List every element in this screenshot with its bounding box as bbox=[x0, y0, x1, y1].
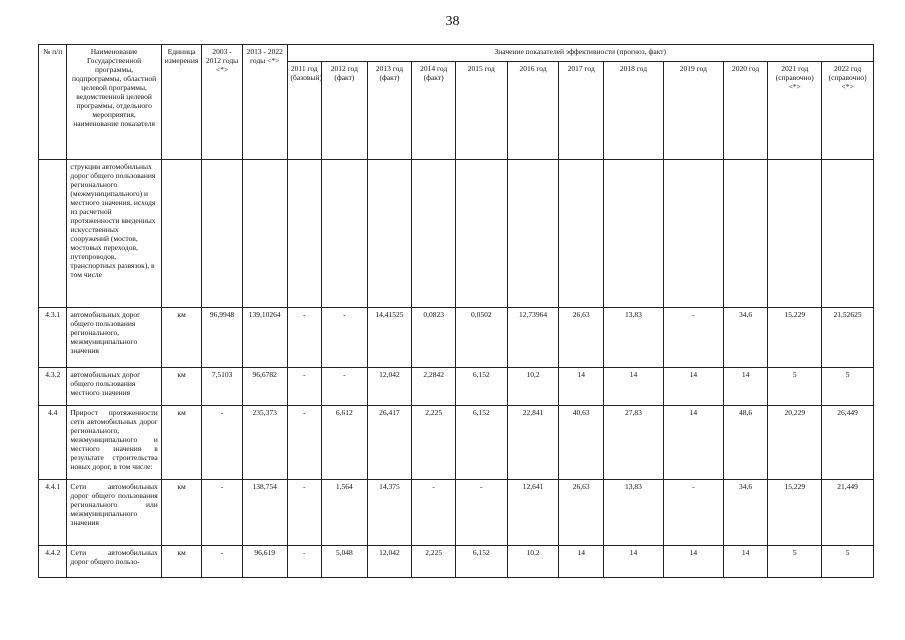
cell-value: 0,0502 bbox=[455, 308, 507, 368]
cell-2013: 138,754 bbox=[242, 480, 287, 546]
page-number: 38 bbox=[445, 14, 460, 29]
cell-value: 13,83 bbox=[604, 480, 664, 546]
cell-2003 bbox=[202, 160, 243, 308]
cell-2003: - bbox=[202, 406, 243, 480]
cell-value: 34,6 bbox=[723, 308, 768, 368]
indicators-table bbox=[38, 44, 874, 578]
header-year: 2015 год bbox=[455, 62, 507, 160]
cell-value: - bbox=[287, 480, 321, 546]
header-year: 2019 год bbox=[663, 62, 723, 160]
cell-value: - bbox=[455, 480, 507, 546]
cell-value: - bbox=[287, 406, 321, 480]
cell-name: автомобильных дорог общего пользования регионального, межмуниципального значения bbox=[67, 308, 161, 368]
header-name: Наименование Государственной программы, подпрограммы, областной целевой программы, ведомственной целевой программы, отдельного мероприятия, наименование показателя bbox=[67, 45, 161, 160]
header-year: 2016 год bbox=[507, 62, 559, 160]
cell-value bbox=[723, 160, 768, 308]
cell-value: 12,042 bbox=[367, 546, 412, 578]
table-row bbox=[39, 368, 874, 406]
cell-value: - bbox=[663, 480, 723, 546]
cell-name: Сети автомобильных дорог общего пользо- bbox=[67, 546, 161, 578]
cell-value bbox=[322, 160, 368, 308]
cell-2003: - bbox=[202, 480, 243, 546]
cell-value: 6,152 bbox=[455, 368, 507, 406]
header-year: 2022 год (справочно) <*> bbox=[822, 62, 874, 160]
header-year: 2021 год (справочно) <*> bbox=[768, 62, 822, 160]
header-2003-2012: 2003 - 2012 годы <*> bbox=[202, 45, 243, 160]
cell-value: - bbox=[322, 368, 368, 406]
cell-value: 1,564 bbox=[322, 480, 368, 546]
cell-name: струкции автомобильных дорог общего пользования регионального (межмуниципального) и местного значения, исходя из расчетной протяженности введенных искусственных сооружений (мостов, мостовых переходов, путепроводов, транспортных развязок), в том числе bbox=[67, 160, 161, 308]
header-row-1 bbox=[39, 45, 874, 62]
cell-unit bbox=[161, 160, 202, 308]
cell-no: 4.4 bbox=[39, 406, 67, 480]
cell-2003: 96,9948 bbox=[202, 308, 243, 368]
cell-value: 48,6 bbox=[723, 406, 768, 480]
table-row bbox=[39, 546, 874, 578]
cell-value bbox=[287, 160, 321, 308]
cell-value: 5 bbox=[768, 546, 822, 578]
cell-unit: км bbox=[161, 368, 202, 406]
cell-value: 6,152 bbox=[455, 546, 507, 578]
cell-unit: км bbox=[161, 308, 202, 368]
cell-no: 4.3.2 bbox=[39, 368, 67, 406]
cell-value bbox=[412, 160, 456, 308]
cell-value: 15,229 bbox=[768, 480, 822, 546]
cell-value: 27,83 bbox=[604, 406, 664, 480]
cell-value: 14,375 bbox=[367, 480, 412, 546]
cell-value: 34,6 bbox=[723, 480, 768, 546]
cell-value: 12,73964 bbox=[507, 308, 559, 368]
header-2013-2022: 2013 - 2022 годы <*> bbox=[242, 45, 287, 160]
cell-value: 10,2 bbox=[507, 368, 559, 406]
cell-2013: 235,373 bbox=[242, 406, 287, 480]
cell-2003: 7,5103 bbox=[202, 368, 243, 406]
cell-value: 26,417 bbox=[367, 406, 412, 480]
header-year: 2014 год (факт) bbox=[412, 62, 456, 160]
cell-value bbox=[768, 160, 822, 308]
cell-value bbox=[559, 160, 604, 308]
cell-name: Прирост протяженности сети автомобильных дорог регионального, межмуниципального и местного значения в результате строительства новых дорог, в том числе: bbox=[67, 406, 161, 480]
cell-2013: 139,10264 bbox=[242, 308, 287, 368]
cell-value: 14 bbox=[559, 368, 604, 406]
cell-name: Сети автомобильных дорог общего пользования регионального или межмуниципального значения bbox=[67, 480, 161, 546]
cell-value: 12,042 bbox=[367, 368, 412, 406]
cell-value: 26,63 bbox=[559, 480, 604, 546]
table-row bbox=[39, 480, 874, 546]
cell-value: 26,63 bbox=[559, 308, 604, 368]
cell-value: 14 bbox=[604, 546, 664, 578]
cell-value: 14 bbox=[663, 368, 723, 406]
cell-value: - bbox=[412, 480, 456, 546]
table-row bbox=[39, 406, 874, 480]
cell-value: 21,449 bbox=[822, 480, 874, 546]
cell-no bbox=[39, 160, 67, 308]
cell-value: 14 bbox=[663, 546, 723, 578]
header-no: № п/п bbox=[39, 45, 67, 160]
cell-value: 21,52625 bbox=[822, 308, 874, 368]
cell-value bbox=[604, 160, 664, 308]
cell-value: 5,048 bbox=[322, 546, 368, 578]
header-year: 2013 год (факт) bbox=[367, 62, 412, 160]
cell-value bbox=[822, 160, 874, 308]
cell-value: - bbox=[663, 308, 723, 368]
cell-value bbox=[367, 160, 412, 308]
cell-value: 5 bbox=[822, 368, 874, 406]
cell-value bbox=[455, 160, 507, 308]
cell-value: 14 bbox=[723, 368, 768, 406]
cell-value: 14,41525 bbox=[367, 308, 412, 368]
cell-value: 26,449 bbox=[822, 406, 874, 480]
cell-value: 0,0823 bbox=[412, 308, 456, 368]
header-year: 2017 год bbox=[559, 62, 604, 160]
cell-2003: - bbox=[202, 546, 243, 578]
cell-value bbox=[663, 160, 723, 308]
cell-value: 14 bbox=[559, 546, 604, 578]
cell-value: 14 bbox=[663, 406, 723, 480]
cell-value: 5 bbox=[768, 368, 822, 406]
table-row bbox=[39, 308, 874, 368]
cell-2013: 96,619 bbox=[242, 546, 287, 578]
cell-value bbox=[507, 160, 559, 308]
cell-value: 10,2 bbox=[507, 546, 559, 578]
cell-2013: 96,6782 bbox=[242, 368, 287, 406]
cell-value: 2,225 bbox=[412, 546, 456, 578]
cell-value: 5 bbox=[822, 546, 874, 578]
cell-value: 40,63 bbox=[559, 406, 604, 480]
cell-unit: км bbox=[161, 480, 202, 546]
header-year: 2011 год (базовый) bbox=[287, 62, 321, 160]
cell-unit: км bbox=[161, 546, 202, 578]
cell-value: - bbox=[287, 308, 321, 368]
table-row bbox=[39, 160, 874, 308]
cell-value: 14 bbox=[604, 368, 664, 406]
cell-value: - bbox=[287, 546, 321, 578]
cell-value: - bbox=[287, 368, 321, 406]
cell-value: 6,152 bbox=[455, 406, 507, 480]
cell-no: 4.4.2 bbox=[39, 546, 67, 578]
header-year: 2012 год (факт) bbox=[322, 62, 368, 160]
header-unit: Единица измерения bbox=[161, 45, 202, 160]
cell-value: 22,841 bbox=[507, 406, 559, 480]
cell-value: 20,229 bbox=[768, 406, 822, 480]
cell-value: 2,2842 bbox=[412, 368, 456, 406]
cell-2013 bbox=[242, 160, 287, 308]
cell-value: 12,641 bbox=[507, 480, 559, 546]
cell-value: 2,225 bbox=[412, 406, 456, 480]
cell-no: 4.4.1 bbox=[39, 480, 67, 546]
cell-value: - bbox=[322, 308, 368, 368]
cell-value: 14 bbox=[723, 546, 768, 578]
header-group-title: Значение показателей эффективности (прогноз, факт) bbox=[287, 45, 873, 62]
header-year: 2020 год bbox=[723, 62, 768, 160]
cell-value: 6,612 bbox=[322, 406, 368, 480]
header-year: 2018 год bbox=[604, 62, 664, 160]
cell-value: 15,229 bbox=[768, 308, 822, 368]
cell-no: 4.3.1 bbox=[39, 308, 67, 368]
cell-name: автомобильных дорог общего пользования местного значения bbox=[67, 368, 161, 406]
cell-unit: км bbox=[161, 406, 202, 480]
cell-value: 13,83 bbox=[604, 308, 664, 368]
